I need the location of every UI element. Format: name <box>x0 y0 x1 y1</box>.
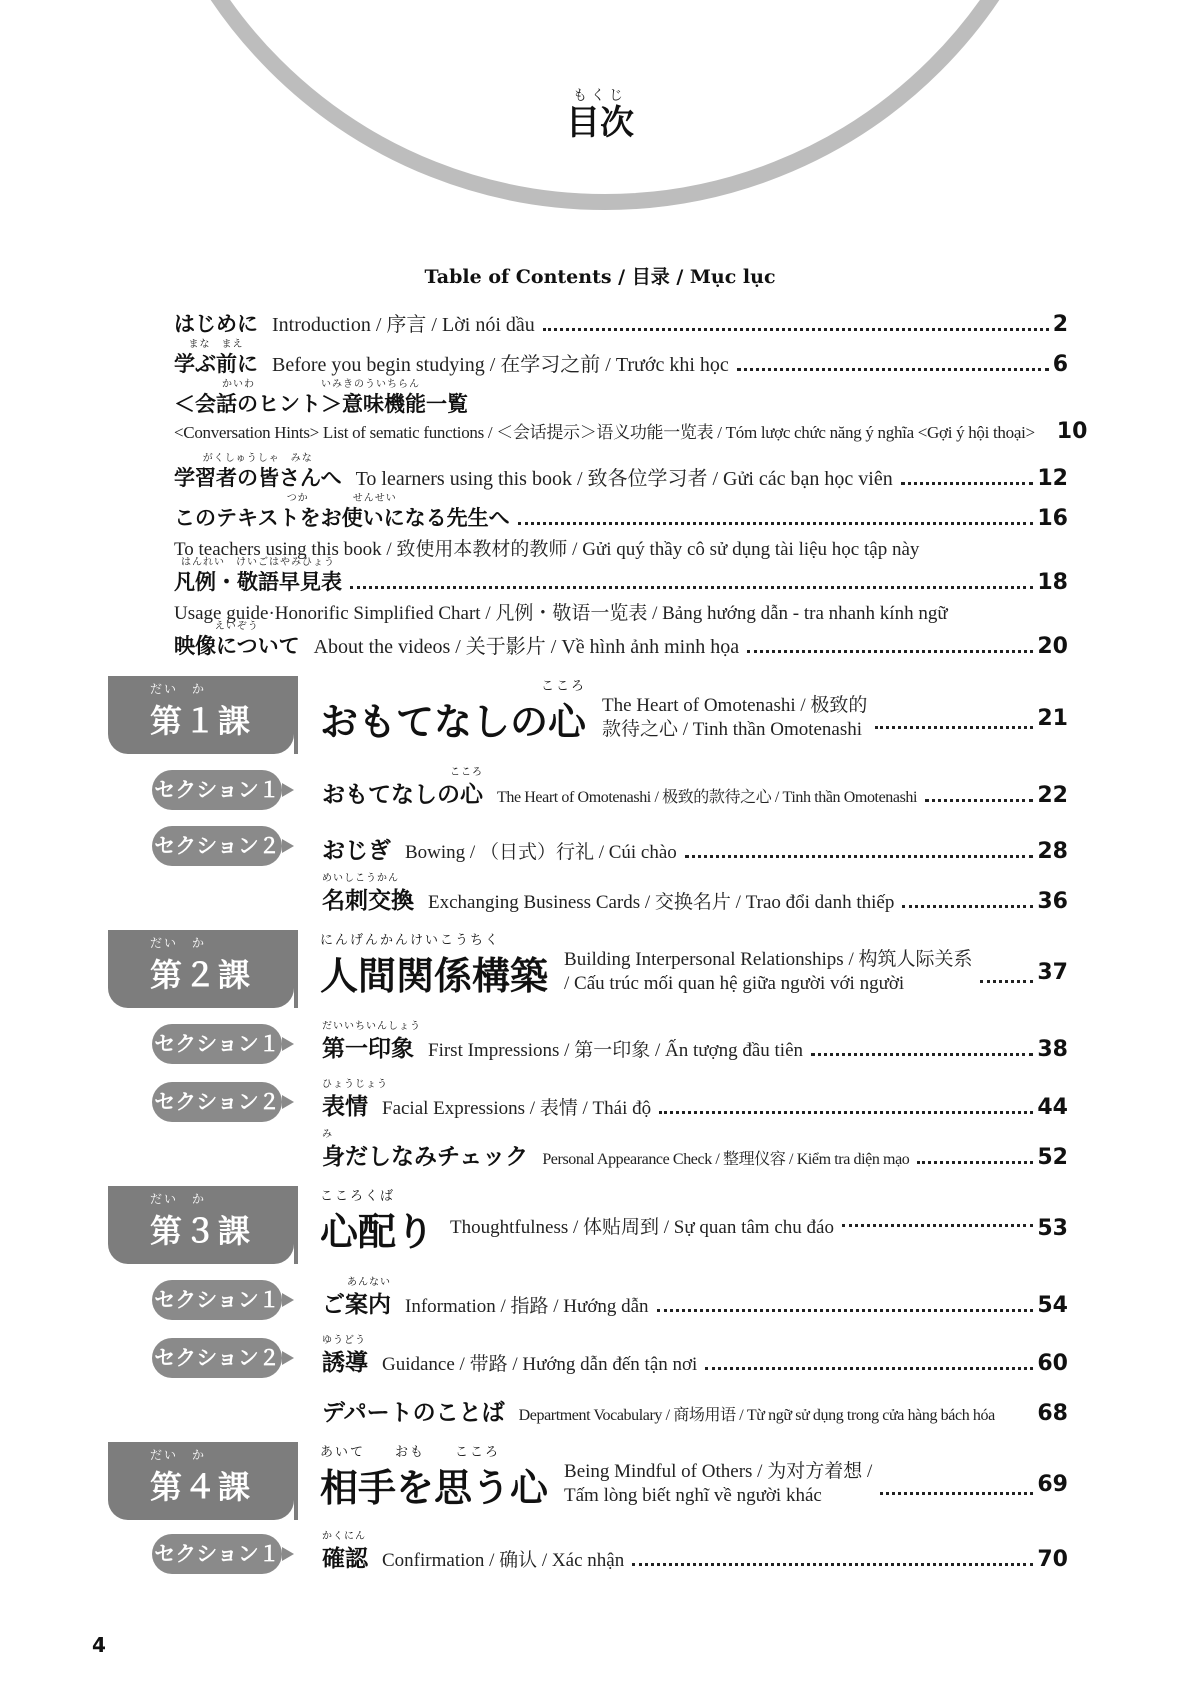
lesson-entry[interactable] <box>320 1444 1068 1520</box>
section-title: おじぎ <box>322 838 391 864</box>
section-en: Exchanging Business Cards / 交换名片 / Trao đổi danh thiếp <box>428 892 895 913</box>
section-ruby: み <box>322 1129 333 1140</box>
section-en: Guidance / 带路 / Hướng dẫn đến tận nơi <box>382 1354 698 1375</box>
section-ruby: ゆうどう <box>322 1335 366 1346</box>
section-title: 身だしなみチェック <box>322 1144 529 1170</box>
section-title: 誘導 <box>322 1350 368 1376</box>
toc-heading: Table of Contents / 目录 / Mục lục <box>424 266 776 288</box>
leader-dots <box>925 799 1033 802</box>
page-number: 18 <box>1037 570 1068 595</box>
entry-jp: 映像について <box>174 634 300 658</box>
page-number: 6 <box>1052 352 1068 377</box>
section-title: 第一印象 <box>322 1036 414 1062</box>
entry-jp: 学習者の皆さんへ <box>174 466 342 490</box>
lesson-en-line1: Building Interpersonal Relationships / 构筑人际关系 <box>564 949 973 970</box>
lesson-tab-ruby: だい か <box>150 1192 207 1206</box>
entry-ruby: つか せんせい <box>286 493 397 504</box>
leader-dots <box>875 726 1033 729</box>
section-en: Department Vocabulary / 商场用语 / Từ ngữ sử dụng trong cửa hàng bách hóa <box>518 1407 995 1424</box>
section-entry[interactable] <box>322 832 1068 865</box>
entry-jp: はじめに <box>174 312 258 336</box>
section-entry[interactable] <box>322 767 1068 809</box>
section-title: ご案内 <box>322 1292 391 1318</box>
section-ruby: こころ <box>450 767 483 778</box>
leader-dots <box>842 1224 1033 1227</box>
leader-dots <box>747 650 1033 653</box>
page-number: 21 <box>1037 705 1068 731</box>
section-badge: セクション１ <box>152 1280 282 1320</box>
leader-dots <box>659 1111 1033 1114</box>
lesson-title-ruby: あいて おも こころ <box>320 1444 501 1460</box>
page-number: 36 <box>1037 889 1068 914</box>
entry-jp: 学ぶ前に <box>174 352 258 376</box>
leader-dots <box>518 522 1034 525</box>
lesson-title: 心配り <box>320 1209 435 1254</box>
lesson-number: 第３課 <box>149 1212 252 1250</box>
page-number: 70 <box>1037 1547 1068 1572</box>
lesson-divider <box>294 1442 298 1520</box>
lesson-tab-ruby: だい か <box>150 682 207 696</box>
lesson-en-line1: The Heart of Omotenashi / 极致的 <box>602 695 868 716</box>
leader-dots <box>902 905 1033 908</box>
lesson-title: 相手を思う心 <box>320 1465 549 1510</box>
lesson-tab[interactable] <box>108 1442 294 1520</box>
page-number: 44 <box>1037 1095 1068 1120</box>
page-number: 69 <box>1037 1471 1068 1497</box>
section-ruby: ひょうじょう <box>322 1079 388 1090</box>
section-entry[interactable] <box>322 1335 1068 1377</box>
lesson-tab[interactable] <box>108 1186 294 1264</box>
page-number: 2 <box>1052 312 1068 337</box>
section-en: Facial Expressions / 表情 / Thái độ <box>382 1098 652 1119</box>
lesson-tab-ruby: だい か <box>150 1448 207 1462</box>
section-title: 表情 <box>322 1094 368 1120</box>
entry-en: Before you begin studying / 在学习之前 / Trước khi học <box>272 354 729 376</box>
lesson-en-line1: Being Mindful of Others / 为对方着想 / <box>564 1461 873 1482</box>
lesson-number: 第４課 <box>149 1468 252 1506</box>
entry-en: Usage guide·Honorific Simplified Chart / 凡例・敬语一览表 / Bảng hướng dẫn - tra nhanh kính ngữ <box>174 603 948 624</box>
page-number: 22 <box>1037 783 1068 808</box>
leader-dots <box>632 1563 1033 1566</box>
section-badge: セクション１ <box>152 1534 282 1574</box>
section-entry[interactable] <box>322 1394 1068 1427</box>
leader-dots <box>350 586 1033 589</box>
page-title-ruby: もくじ <box>573 88 627 104</box>
lesson-en-line2: / Cấu trúc mối quan hệ giữa người với người <box>564 973 905 994</box>
page-number: 16 <box>1037 506 1068 531</box>
section-en: Confirmation / 确认 / Xác nhận <box>382 1550 625 1571</box>
section-entry[interactable] <box>322 1021 1068 1063</box>
section-badge: セクション２ <box>152 826 282 866</box>
lesson-en-line2: Tấm lòng biết nghĩ về người khác <box>564 1485 822 1506</box>
entry-en: To learners using this book / 致各位学习者 / Gửi các bạn học viên <box>355 468 893 490</box>
leader-dots <box>657 1309 1034 1312</box>
section-badge: セクション２ <box>152 1338 282 1378</box>
lesson-tab-ruby: だい か <box>150 936 207 950</box>
section-badge: セクション１ <box>152 1024 282 1064</box>
section-entry[interactable] <box>322 873 1068 915</box>
leader-dots <box>811 1053 1033 1056</box>
page-number: 12 <box>1037 466 1068 491</box>
toc-entry[interactable] <box>174 557 1068 625</box>
lesson-tab[interactable] <box>108 930 294 1008</box>
section-en: Bowing / （日式）行礼 / Cúi chào <box>405 842 677 863</box>
page-title: 目次 <box>566 103 634 143</box>
lesson-number: 第２課 <box>149 956 252 994</box>
footer-page-number: 4 <box>92 1633 106 1657</box>
section-en: The Heart of Omotenashi / 极致的款待之心 / Tinh thần Omotenashi <box>497 789 918 806</box>
page-number: 37 <box>1037 959 1068 985</box>
page-number: 53 <box>1037 1215 1068 1241</box>
page-number: 28 <box>1037 839 1068 864</box>
leader-dots <box>685 855 1034 858</box>
entry-en: <Conversation Hints> List of sematic functions / ＜会话提示＞语义功能一览表 / Tóm lược chức năng ý nghĩa <Gợi ý hội thoại> <box>174 423 1035 442</box>
entry-en: To teachers using this book / 致使用本教材的教师 / Gửi quý thầy cô sử dụng tài liệu học tập này <box>174 539 920 560</box>
section-entry[interactable] <box>322 1531 1068 1573</box>
section-title: 名刺交換 <box>322 888 414 914</box>
section-ruby: めいしこうかん <box>322 873 399 884</box>
lesson-title-ruby: こころくば <box>320 1188 396 1204</box>
lesson-entry[interactable] <box>320 1188 1068 1264</box>
entry-jp: 凡例・敬語早見表 <box>174 570 342 594</box>
leader-dots <box>980 980 1033 983</box>
section-ruby: だいいちいんしょう <box>322 1021 421 1032</box>
section-badge: セクション２ <box>152 1082 282 1122</box>
entry-ruby: がくしゅうしゃ みな <box>202 453 313 464</box>
section-en: First Impressions / 第一印象 / Ấn tượng đầu tiên <box>428 1040 803 1061</box>
entry-ruby: えいぞう <box>214 621 259 632</box>
section-entry[interactable] <box>322 1129 1068 1171</box>
lesson-title: 人間関係構築 <box>320 953 549 998</box>
toc-entry[interactable] <box>174 379 1088 444</box>
page-number: 60 <box>1037 1351 1068 1376</box>
lesson-number: 第１課 <box>149 702 252 740</box>
page-number: 52 <box>1037 1145 1068 1170</box>
section-en: Personal Appearance Check / 整理仪容 / Kiểm tra diện mạo <box>542 1151 910 1168</box>
lesson-divider <box>294 1186 298 1264</box>
entry-ruby: かいわ いみきのういちらん <box>222 379 420 390</box>
lesson-en-line1: Thoughtfulness / 体贴周到 / Sự quan tâm chu đáo <box>450 1217 834 1238</box>
section-ruby: あんない <box>347 1277 391 1288</box>
page-number: 10 <box>1056 419 1088 444</box>
section-en: Information / 指路 / Hướng dẫn <box>405 1296 649 1317</box>
leader-dots <box>543 328 1049 331</box>
section-ruby: かくにん <box>322 1531 366 1542</box>
page-number: 68 <box>1037 1401 1068 1426</box>
section-title: 確認 <box>322 1546 368 1572</box>
toc-entry[interactable] <box>174 453 1068 492</box>
section-badge: セクション１ <box>152 770 282 810</box>
leader-dots <box>901 482 1034 485</box>
section-title: おもてなしの心 <box>322 782 483 808</box>
lesson-tab[interactable] <box>108 676 294 754</box>
toc-entry[interactable] <box>174 621 1068 660</box>
toc-entry[interactable] <box>174 308 1068 338</box>
leader-dots <box>737 368 1049 371</box>
lesson-title: おもてなしの心 <box>320 699 587 744</box>
entry-ruby: はんれい けいごはやみひょう <box>181 557 335 568</box>
page-title-block <box>0 88 1200 142</box>
page-number: 38 <box>1037 1037 1068 1062</box>
toc-entry[interactable] <box>174 339 1068 378</box>
entry-en: About the videos / 关于影片 / Về hình ảnh minh họa <box>313 636 740 658</box>
entry-ruby: まな まえ <box>188 339 244 350</box>
entry-en: Introduction / 序言 / Lời nói dầu <box>272 314 535 336</box>
leader-dots <box>880 1492 1033 1495</box>
page-number: 20 <box>1037 634 1068 659</box>
section-title: デパートのことば <box>322 1400 505 1426</box>
lesson-title-ruby: こころ <box>541 678 587 694</box>
section-entry[interactable] <box>322 1079 1068 1121</box>
lesson-en-line2: 款待之心 / Tinh thần Omotenashi <box>602 719 863 740</box>
entry-jp: ＜会話のヒント＞意味機能一覧 <box>174 392 468 416</box>
page-number: 54 <box>1037 1293 1068 1318</box>
leader-dots <box>917 1161 1033 1164</box>
lesson-title-ruby: にんげんかんけいこうちく <box>320 932 501 948</box>
section-entry[interactable] <box>322 1277 1068 1319</box>
lesson-divider <box>294 676 298 754</box>
lesson-entry[interactable] <box>320 678 1068 754</box>
lesson-entry[interactable] <box>320 932 1068 1008</box>
leader-dots <box>705 1367 1033 1370</box>
entry-jp: このテキストをお使いになる先生へ <box>174 506 510 530</box>
lesson-divider <box>294 930 298 1008</box>
